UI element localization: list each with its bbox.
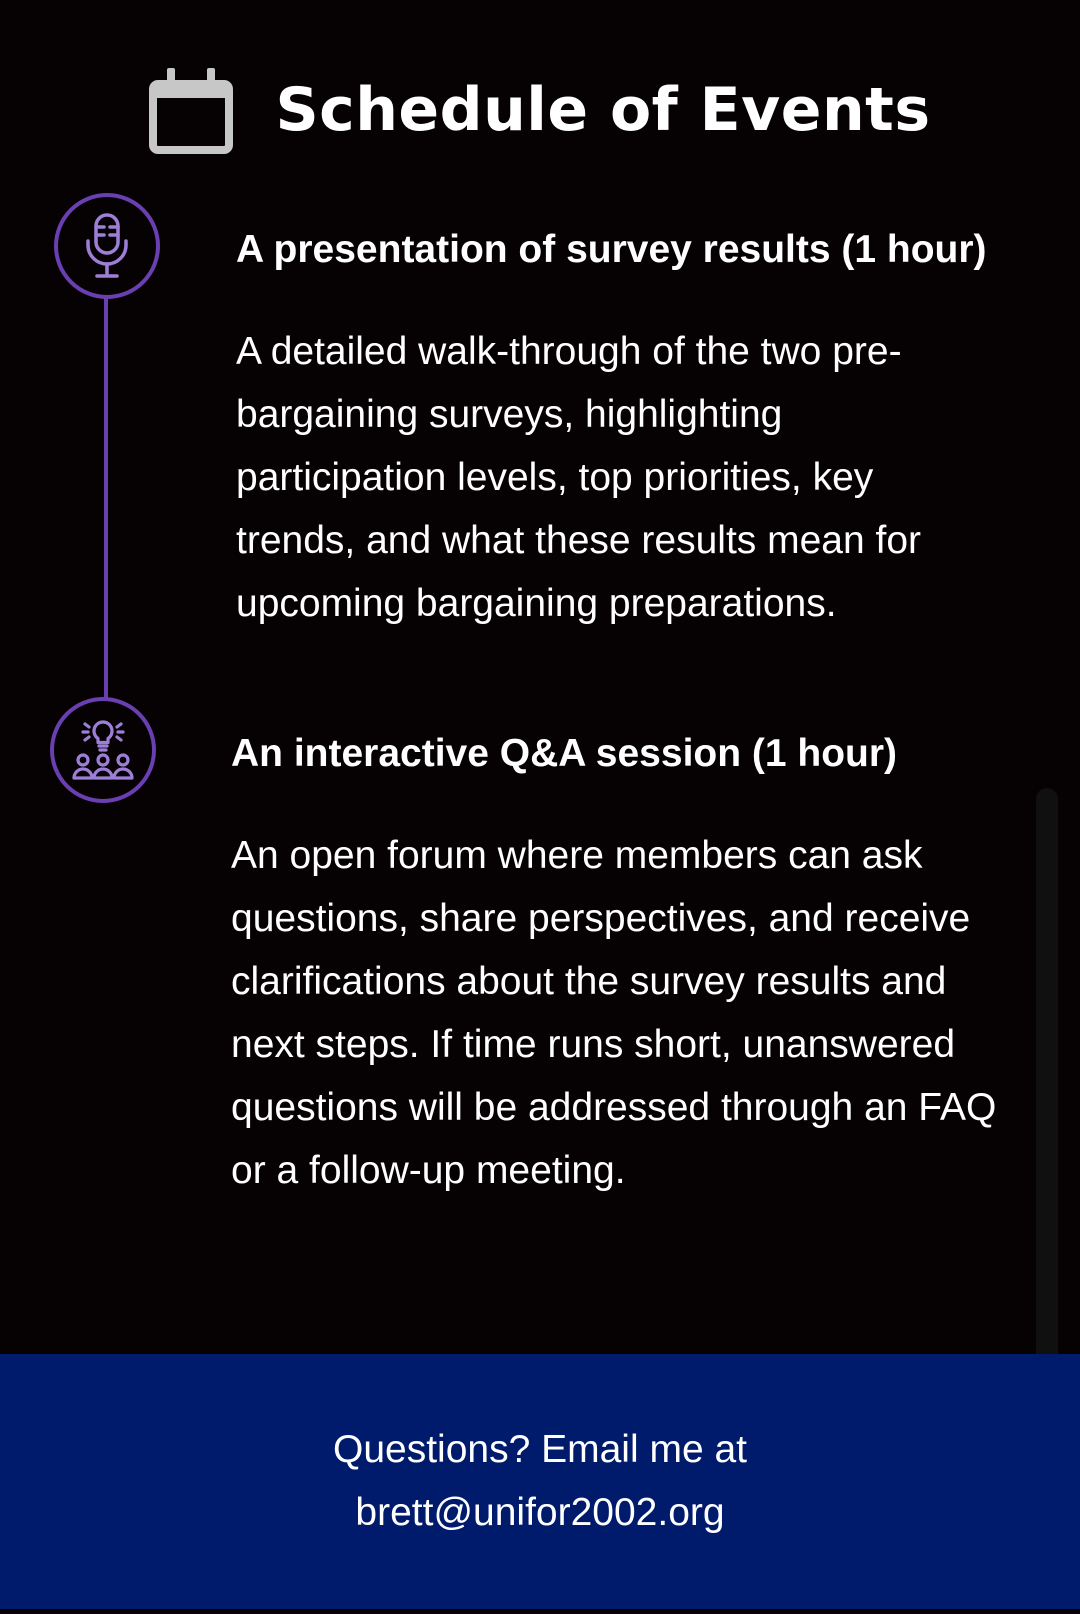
timeline-node-presentation	[54, 193, 160, 299]
event-description: A detailed walk-through of the two pre-bargaining surveys, highlighting participation levels, top priorities, key trends, and what these results mean for upcoming bargaining preparations.	[236, 330, 922, 625]
event-title: An interactive Q&A session (1 hour)	[231, 732, 898, 775]
event-qa-session	[231, 728, 1036, 1202]
event-title: A presentation of survey results (1 hour)	[236, 228, 987, 271]
event-presentation	[236, 224, 1036, 635]
timeline-node-qa	[50, 697, 156, 803]
group-idea-icon	[71, 718, 135, 782]
microphone-icon	[82, 213, 132, 279]
footer-contact	[0, 1418, 1080, 1544]
calendar-icon	[149, 66, 233, 154]
footer	[0, 1354, 1080, 1609]
footer-contact-label: Questions? Email me at	[332, 1428, 747, 1471]
page-header	[0, 60, 1080, 160]
event-description: An open forum where members can ask questions, share perspectives, and receive clarifications about the survey results and next steps. If time runs short, unanswered questions will be addressed through an FAQ or a follow-up meeting.	[231, 834, 997, 1192]
footer-email[interactable]: brett@unifor2002.org	[355, 1491, 725, 1534]
page-title: Schedule of Events	[275, 75, 931, 145]
timeline-connector	[104, 296, 108, 700]
